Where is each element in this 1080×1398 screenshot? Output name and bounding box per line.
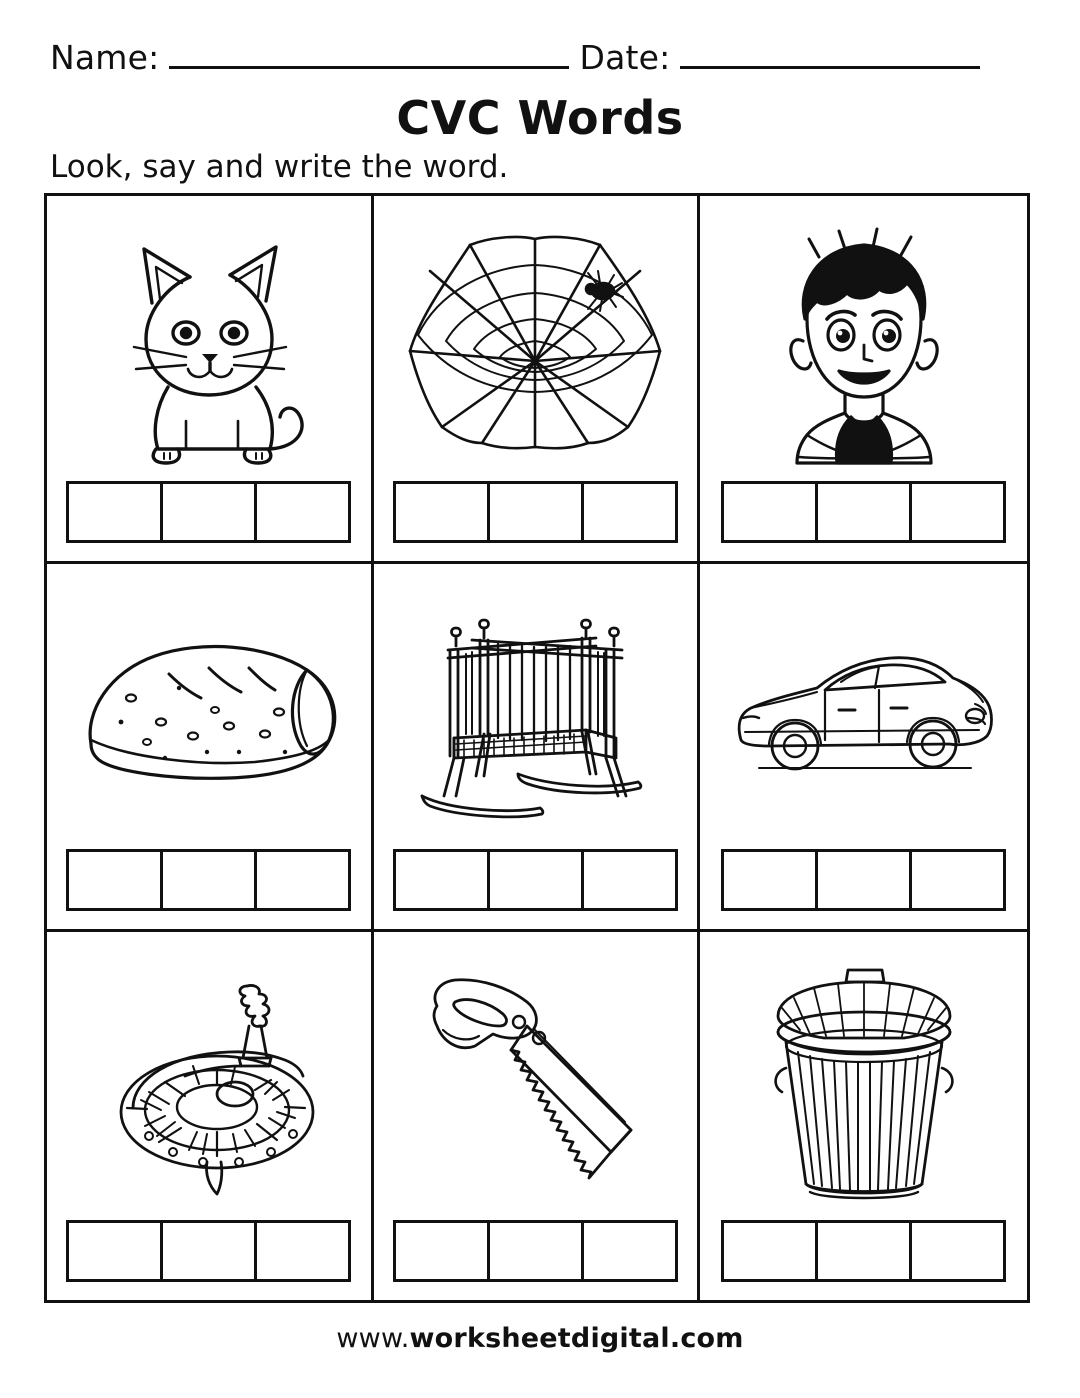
hand-saw-illustration xyxy=(384,946,688,1220)
answer-boxes[interactable] xyxy=(66,849,351,911)
answer-box[interactable] xyxy=(396,484,490,540)
footer-url-site: worksheetdigital.com xyxy=(409,1323,744,1354)
answer-box[interactable] xyxy=(257,852,348,908)
name-label: Name: xyxy=(50,38,160,77)
answer-box[interactable] xyxy=(257,484,348,540)
answer-boxes[interactable] xyxy=(66,1220,351,1282)
footer-url-prefix: www. xyxy=(336,1323,410,1354)
answer-box[interactable] xyxy=(69,852,163,908)
answer-boxes[interactable] xyxy=(66,481,351,543)
worksheet-cell xyxy=(374,196,701,564)
date-input-line[interactable] xyxy=(680,42,980,69)
instructions-text: Look, say and write the word. xyxy=(50,149,509,185)
answer-box[interactable] xyxy=(396,1223,490,1279)
worksheet-grid xyxy=(44,193,1030,1303)
answer-box[interactable] xyxy=(724,852,818,908)
spinning-top-illustration xyxy=(57,946,361,1220)
answer-box[interactable] xyxy=(163,484,257,540)
answer-box[interactable] xyxy=(163,1223,257,1279)
answer-box[interactable] xyxy=(724,1223,818,1279)
name-input-line[interactable] xyxy=(169,42,569,69)
answer-box[interactable] xyxy=(584,852,675,908)
answer-boxes[interactable] xyxy=(393,481,678,543)
answer-boxes[interactable] xyxy=(721,481,1006,543)
answer-box[interactable] xyxy=(490,484,584,540)
spider-web-illustration xyxy=(384,210,688,481)
worksheet-cell xyxy=(700,932,1027,1300)
worksheet-cell xyxy=(47,564,374,932)
footer-url xyxy=(44,1323,1036,1354)
cat-illustration xyxy=(57,210,361,481)
answer-box[interactable] xyxy=(163,852,257,908)
answer-boxes[interactable] xyxy=(393,849,678,911)
answer-box[interactable] xyxy=(490,1223,584,1279)
answer-box[interactable] xyxy=(818,484,912,540)
worksheet-cell xyxy=(700,196,1027,564)
answer-box[interactable] xyxy=(912,1223,1003,1279)
answer-boxes[interactable] xyxy=(393,1220,678,1282)
page-title: CVC Words xyxy=(396,91,684,145)
answer-box[interactable] xyxy=(69,1223,163,1279)
answer-box[interactable] xyxy=(584,1223,675,1279)
answer-box[interactable] xyxy=(396,852,490,908)
worksheet-cell xyxy=(374,564,701,932)
boy-face-illustration xyxy=(710,210,1017,481)
answer-box[interactable] xyxy=(818,852,912,908)
trash-bin-illustration xyxy=(710,946,1017,1220)
worksheet-cell xyxy=(374,932,701,1300)
answer-box[interactable] xyxy=(818,1223,912,1279)
answer-box[interactable] xyxy=(257,1223,348,1279)
answer-boxes[interactable] xyxy=(721,849,1006,911)
bread-loaf-illustration xyxy=(57,578,361,849)
baby-cot-illustration xyxy=(384,578,688,849)
answer-box[interactable] xyxy=(912,484,1003,540)
answer-box[interactable] xyxy=(584,484,675,540)
worksheet-cell xyxy=(47,196,374,564)
answer-box[interactable] xyxy=(69,484,163,540)
answer-box[interactable] xyxy=(490,852,584,908)
date-label: Date: xyxy=(579,38,671,77)
answer-boxes[interactable] xyxy=(721,1220,1006,1282)
worksheet-cell xyxy=(47,932,374,1300)
answer-box[interactable] xyxy=(912,852,1003,908)
answer-box[interactable] xyxy=(724,484,818,540)
name-date-row xyxy=(44,38,1036,77)
car-illustration xyxy=(710,578,1017,849)
worksheet-cell xyxy=(700,564,1027,932)
